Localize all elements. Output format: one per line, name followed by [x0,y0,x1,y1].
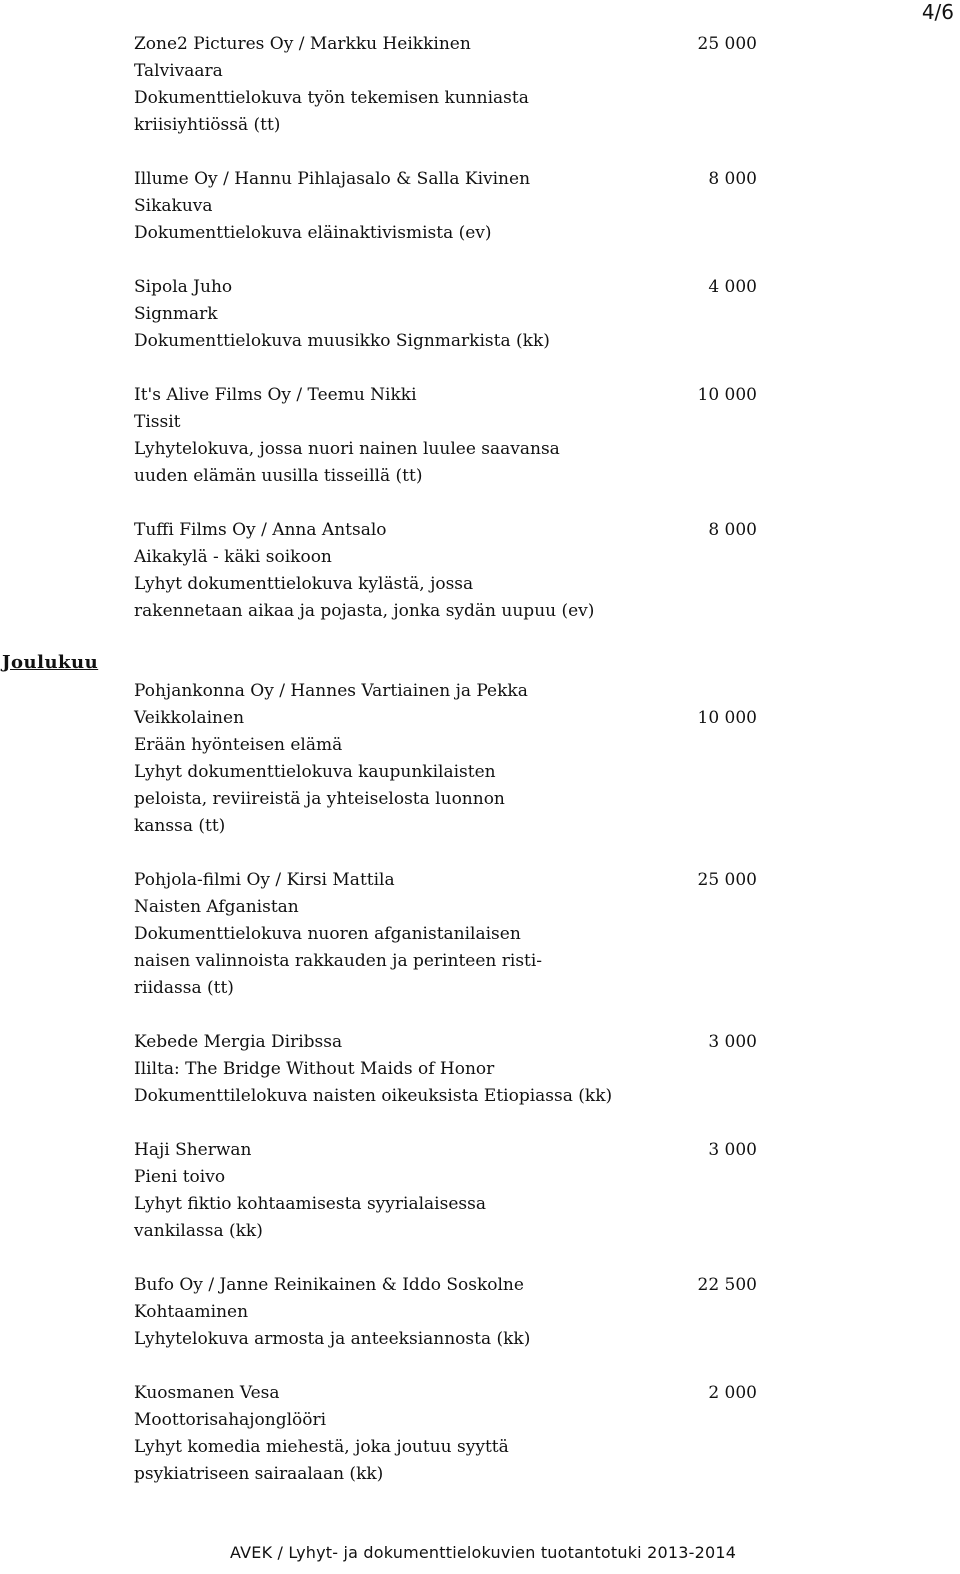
film-title: Tissit [134,412,181,432]
grant-amount: 3 000 [708,1032,757,1052]
grant-amount: 3 000 [708,1140,757,1160]
film-title: Ililta: The Bridge Without Maids of Honor [134,1059,495,1079]
description-line: kriisiyhtiössä (tt) [134,115,281,135]
description-line: peloista, reviireistä ja yhteiselosta luonnon [134,789,505,809]
grant-entry [134,1272,759,1353]
month-heading: Joulukuu [2,652,99,673]
description-line: Dokumenttielokuva työn tekemisen kunniasta [134,88,529,108]
description-line: Lyhyt dokumenttielokuva kylästä, jossa [134,574,474,594]
grant-amount: 25 000 [697,870,757,890]
description-line: Lyhyt fiktio kohtaamisesta syyrialaisessa [134,1194,486,1214]
producer: Kebede Mergia Diribssa [134,1032,343,1052]
producer: Kuosmanen Vesa [134,1383,280,1403]
grant-entry [134,867,759,1002]
grant-amount: 10 000 [697,385,757,405]
producer: It's Alive Films Oy / Teemu Nikki [134,385,417,405]
grant-amount: 25 000 [697,34,757,54]
grant-amount: 4 000 [708,277,757,297]
grant-entry [134,1137,759,1245]
producer: Illume Oy / Hannu Pihlajasalo & Salla Kivinen [134,169,531,189]
description-line: naisen valinnoista rakkauden ja perinteen risti- [134,951,543,971]
grant-entry [134,31,759,139]
producer: Haji Sherwan [134,1140,252,1160]
grant-amount: 10 000 [697,708,757,728]
producer: Pohjankonna Oy / Hannes Vartiainen ja Pekka [134,681,528,701]
grant-amount: 2 000 [708,1383,757,1403]
description-line: Lyhyt komedia miehestä, joka joutuu syyttä [134,1437,509,1457]
description-line: Dokumenttielokuva nuoren afganistanilaisen [134,924,521,944]
page-footer: AVEK / Lyhyt- ja dokumenttielokuvien tuotantotuki 2013-2014 [230,1543,737,1562]
description-line: Dokumenttielokuva muusikko Signmarkista (kk) [134,331,550,351]
film-title: Kohtaaminen [134,1302,249,1322]
grant-entry [134,166,759,247]
film-title: Aikakylä - käki soikoon [134,547,332,567]
page-number: 4/6 [921,0,954,24]
grant-entry [134,1380,759,1488]
description-line: rakennetaan aikaa ja pojasta, jonka sydän uupuu (ev) [134,601,595,621]
producer: Sipola Juho [134,277,233,297]
grant-amount: 8 000 [708,520,757,540]
grant-entry [134,1029,759,1110]
description-line: kanssa (tt) [134,816,226,836]
description-line: uuden elämän uusilla tisseillä (tt) [134,466,423,486]
grant-entry [134,274,759,355]
film-title: Naisten Afganistan [134,897,299,917]
description-line: Lyhytelokuva, jossa nuori nainen luulee saavansa [134,439,560,459]
description-line: vankilassa (kk) [134,1221,263,1241]
film-title: Signmark [134,304,218,324]
grant-amount: 22 500 [697,1275,757,1295]
description-line: Dokumenttielokuva eläinaktivismista (ev) [134,223,492,243]
film-title: Erään hyönteisen elämä [134,735,343,755]
description-line: Lyhyt dokumenttielokuva kaupunkilaisten [134,762,496,782]
film-title: Moottorisahajonglööri [134,1410,327,1430]
producer: Tuffi Films Oy / Anna Antsalo [134,520,387,540]
grant-entry [134,517,759,625]
grant-entry [134,382,759,490]
grant-entry [134,678,759,840]
film-title: Pieni toivo [134,1167,226,1187]
description-line: Dokumenttilelokuva naisten oikeuksista Etiopiassa (kk) [134,1086,613,1106]
description-line: riidassa (tt) [134,978,234,998]
grant-amount: 8 000 [708,169,757,189]
film-title: Sikakuva [134,196,213,216]
description-line: Lyhytelokuva armosta ja anteeksiannosta (kk) [134,1329,531,1349]
producer: Zone2 Pictures Oy / Markku Heikkinen [134,34,471,54]
film-title: Talvivaara [134,61,223,81]
producer: Veikkolainen [134,708,245,728]
producer: Pohjola-filmi Oy / Kirsi Mattila [134,870,395,890]
description-line: psykiatriseen sairaalaan (kk) [134,1464,384,1484]
producer: Bufo Oy / Janne Reinikainen & Iddo Soskolne [134,1275,524,1295]
